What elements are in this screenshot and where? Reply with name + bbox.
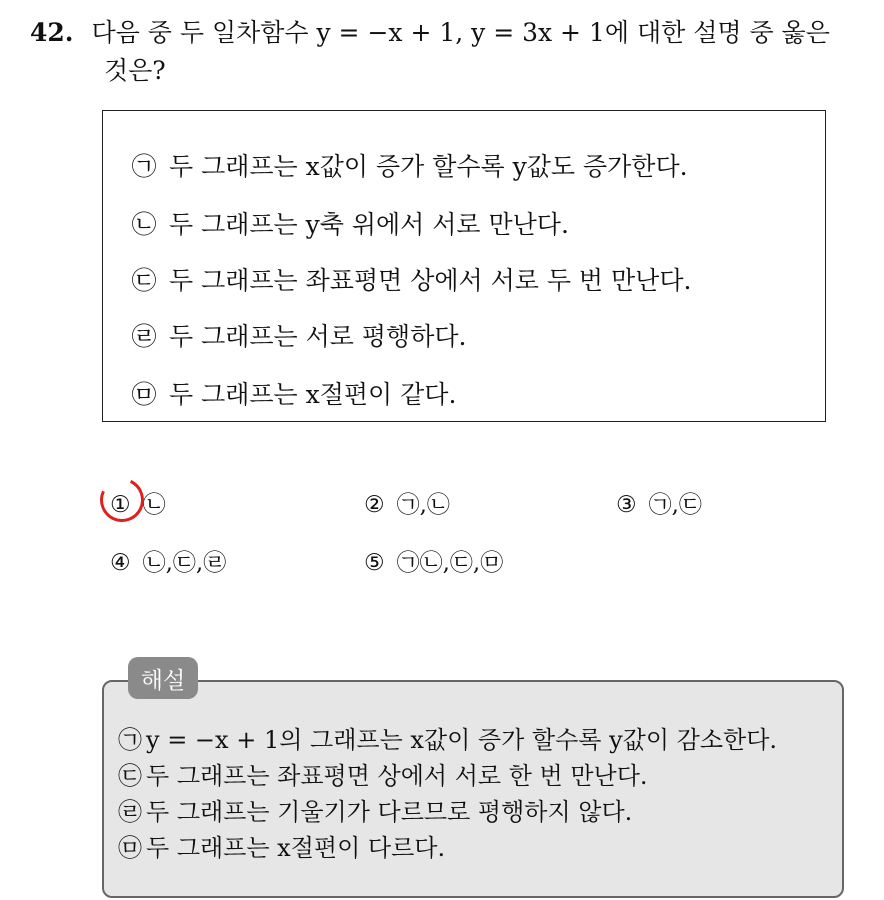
solution-title-tab: 해설 bbox=[128, 657, 198, 699]
statement-text: 두 그래프는 x절편이 같다. bbox=[169, 380, 457, 409]
statement-text: 두 그래프는 서로 평행하다. bbox=[169, 322, 467, 351]
choice-number: ② bbox=[364, 492, 385, 518]
question-text-line2: 것은? bbox=[104, 56, 166, 85]
statement-text: 두 그래프는 좌표평면 상에서 서로 두 번 만난다. bbox=[169, 266, 692, 295]
choice-number: ⑤ bbox=[364, 550, 385, 576]
statement-text: 두 그래프는 x값이 증가 할수록 y값도 증가한다. bbox=[169, 152, 688, 181]
question bbox=[30, 14, 870, 90]
solution-mark: ㉣ bbox=[118, 798, 142, 826]
choice-4[interactable] bbox=[110, 544, 226, 577]
statement-item bbox=[131, 147, 688, 183]
question-text-line1: 다음 중 두 일차함수 y = −x + 1, y = 3x + 1에 대한 설명 중 옳은 bbox=[91, 18, 830, 47]
solution-box bbox=[102, 680, 844, 898]
question-number: 42. bbox=[30, 18, 74, 47]
solution-line bbox=[118, 720, 777, 755]
statement-item bbox=[131, 317, 466, 353]
solution-line bbox=[118, 828, 445, 863]
statement-text: 두 그래프는 y축 위에서 서로 만난다. bbox=[169, 210, 569, 239]
solution-mark: ㉢ bbox=[118, 762, 142, 790]
choice-number: ① bbox=[110, 492, 131, 518]
statement-item bbox=[131, 375, 456, 411]
choice-text: ㉠㉡,㉢,㉤ bbox=[396, 550, 504, 576]
solution-text: 두 그래프는 x절편이 다르다. bbox=[146, 834, 446, 862]
choice-number: ④ bbox=[110, 550, 131, 576]
solution-text: y = −x + 1의 그래프는 x값이 증가 할수록 y값이 감소한다. bbox=[146, 726, 778, 754]
choice-text: ㉠,㉢ bbox=[648, 492, 702, 518]
statement-mark: ㉤ bbox=[131, 380, 157, 409]
choice-text: ㉡,㉢,㉣ bbox=[142, 550, 227, 576]
statement-item bbox=[131, 205, 569, 241]
choice-text: ㉡ bbox=[142, 492, 166, 518]
choice-number: ③ bbox=[616, 492, 637, 518]
answer-circle-mark bbox=[94, 472, 150, 528]
statement-mark: ㉡ bbox=[131, 210, 157, 239]
statement-mark: ㉠ bbox=[131, 152, 157, 181]
choice-text: ㉠,㉡ bbox=[396, 492, 450, 518]
solution-mark: ㉤ bbox=[118, 834, 142, 862]
statement-mark: ㉣ bbox=[131, 322, 157, 351]
solution-text: 두 그래프는 기울기가 다르므로 평행하지 않다. bbox=[146, 798, 633, 826]
solution-line bbox=[118, 792, 632, 827]
statement-mark: ㉢ bbox=[131, 266, 157, 295]
choice-5[interactable] bbox=[364, 544, 503, 577]
choice-3[interactable] bbox=[616, 486, 702, 519]
solution-mark: ㉠ bbox=[118, 726, 142, 754]
solution-text: 두 그래프는 좌표평면 상에서 서로 한 번 만난다. bbox=[146, 762, 648, 790]
solution-line bbox=[118, 756, 648, 791]
choice-2[interactable] bbox=[364, 486, 450, 519]
statements-box bbox=[102, 110, 826, 422]
statement-item bbox=[131, 261, 691, 297]
